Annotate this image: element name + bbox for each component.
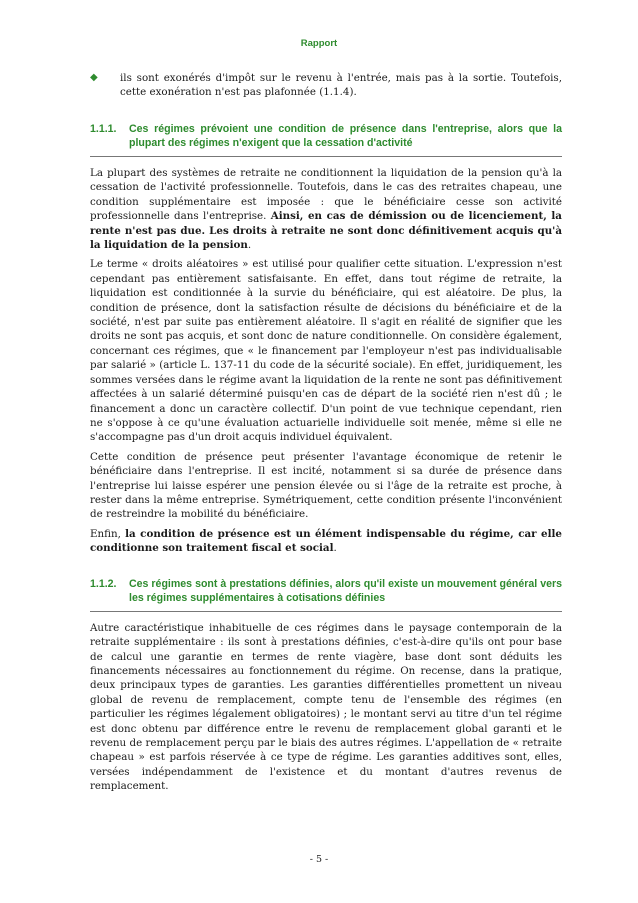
paragraph: Le terme « droits aléatoires » est utilisé pour qualifier cette situation. L'expression n'est cependant pas entièrement satisfaisante. En effet, dans tout régime de retraite, la liquidation est conditionnée à la survie du bénéficiaire, qui est aléatoire. De plus, la condition de présence, dont la satisfaction résulte de décisions du bénéficiaire et de la société, n'est par suite pas entièrement aléatoire. Il s'agit en réalité de signifier que les droits ne sont pas acquis, et sont donc de nature conditionnelle. On considère également, concernant ces régimes, que « le financement par l'employeur n'est pas individualisable par salarié » (article L. 137-11 du code de la sécurité sociale). En effet, juridiquement, les sommes versées dans le régime avant la liquidation de la rente ne sont pas définitivement affectées à un salarié déterminé puisqu'en cas de départ de la société rien n'est dû ; le financement a donc un caractère collectif. D'un point de vue technique cependant, rien ne s'oppose à ce qu'une évaluation actuarielle individuelle soit menée, même si elle ne s'accompagne pas d'un droit acquis individuel équivalent.	[90, 258, 562, 444]
section-title-text: Ces régimes sont à prestations définies, alors qu'il existe un mouvement général vers les régimes supplémentaires à cotisations définies	[129, 577, 562, 605]
section-number: 1.1.1.	[90, 122, 117, 135]
page-header: Rapport	[300, 38, 338, 49]
paragraph: Autre caractéristique inhabituelle de ces régimes dans le paysage contemporain de la retraite supplémentaire : ils sont à prestations définies, c'est-à-dire qu'ils ont pour base de calcul une garantie en termes de rente viagère, base dont sont déduits les financements nécessaires au fonctionnement du régime. On recense, dans la pratique, deux principaux types de garanties. Les garanties différentielles promettent un niveau global de revenu de remplacement, compte tenu de l'ensemble des régimes (en particulier les régimes légalement obligatoires) ; le montant servi au titre d'un tel régime est donc obtenu par différence entre le revenu de remplacement global garanti et le revenu de remplacement perçu par le biais des autres régimes. L'appellation de « retraite chapeau » est parfois réservée à ce type de régime. Les garanties additives sont, elles, versées indépendamment de l'existence et du montant d'autres revenus de remplacement.	[90, 621, 562, 793]
paragraph	[90, 166, 562, 252]
paragraph	[90, 527, 562, 556]
paragraph-end: .	[247, 239, 252, 252]
paragraph: Cette condition de présence peut présenter l'avantage économique de retenir le bénéficiaire dans l'entreprise. Il est incité, notamment si sa durée de présence dans l'entreprise lui laisse espérer une pension élevée ou si l'âge de la retraite est proche, à rester dans la même entreprise. Symétriquement, cette condition présente l'inconvénient de restreindre la mobilité du bénéficiaire.	[90, 450, 562, 521]
spacer	[90, 561, 562, 577]
section-title-text: Ces régimes prévoient une condition de présence dans l'entreprise, alors que la plupart des régimes n'exigent que la cessation d'activité	[129, 122, 562, 150]
section-divider	[90, 611, 562, 612]
paragraph-emphasis: Ainsi, en cas de démission ou de licenciement, la rente n'est pas due. Les droits à retraite ne sont donc définitivement acquis qu'à la liquidation de la pension	[90, 210, 562, 252]
paragraph-end: .	[333, 542, 337, 555]
paragraph-text: Enfin,	[90, 527, 126, 540]
section-heading-1-1-1	[90, 122, 562, 151]
section-heading-1-1-2	[90, 577, 562, 606]
diamond-bullet-icon: ◆	[90, 72, 98, 83]
paragraph-emphasis: la condition de présence est un élément indispensable du régime, car elle conditionne son traitement fiscal et social	[90, 527, 562, 555]
paragraph-text: La plupart des systèmes de retraite ne conditionnent la liquidation de la pension qu'à la cessation de l'activité professionnelle. Toutefois, dans le cas des retraites chapeau, une condition supplémentaire est imposée : que le bénéficiaire cesse son activité professionnelle dans l'entreprise.	[90, 167, 562, 223]
bullet-text: ils sont exonérés d'impôt sur le revenu à l'entrée, mais pas à la sortie. Toutefois, cette exonération n'est pas plafonnée (1.1.4).	[120, 72, 562, 99]
section-number: 1.1.2.	[90, 577, 117, 590]
section-divider	[90, 156, 562, 157]
page-content	[90, 71, 562, 799]
page-number: - 5 -	[309, 854, 329, 865]
bullet-item	[90, 71, 562, 100]
